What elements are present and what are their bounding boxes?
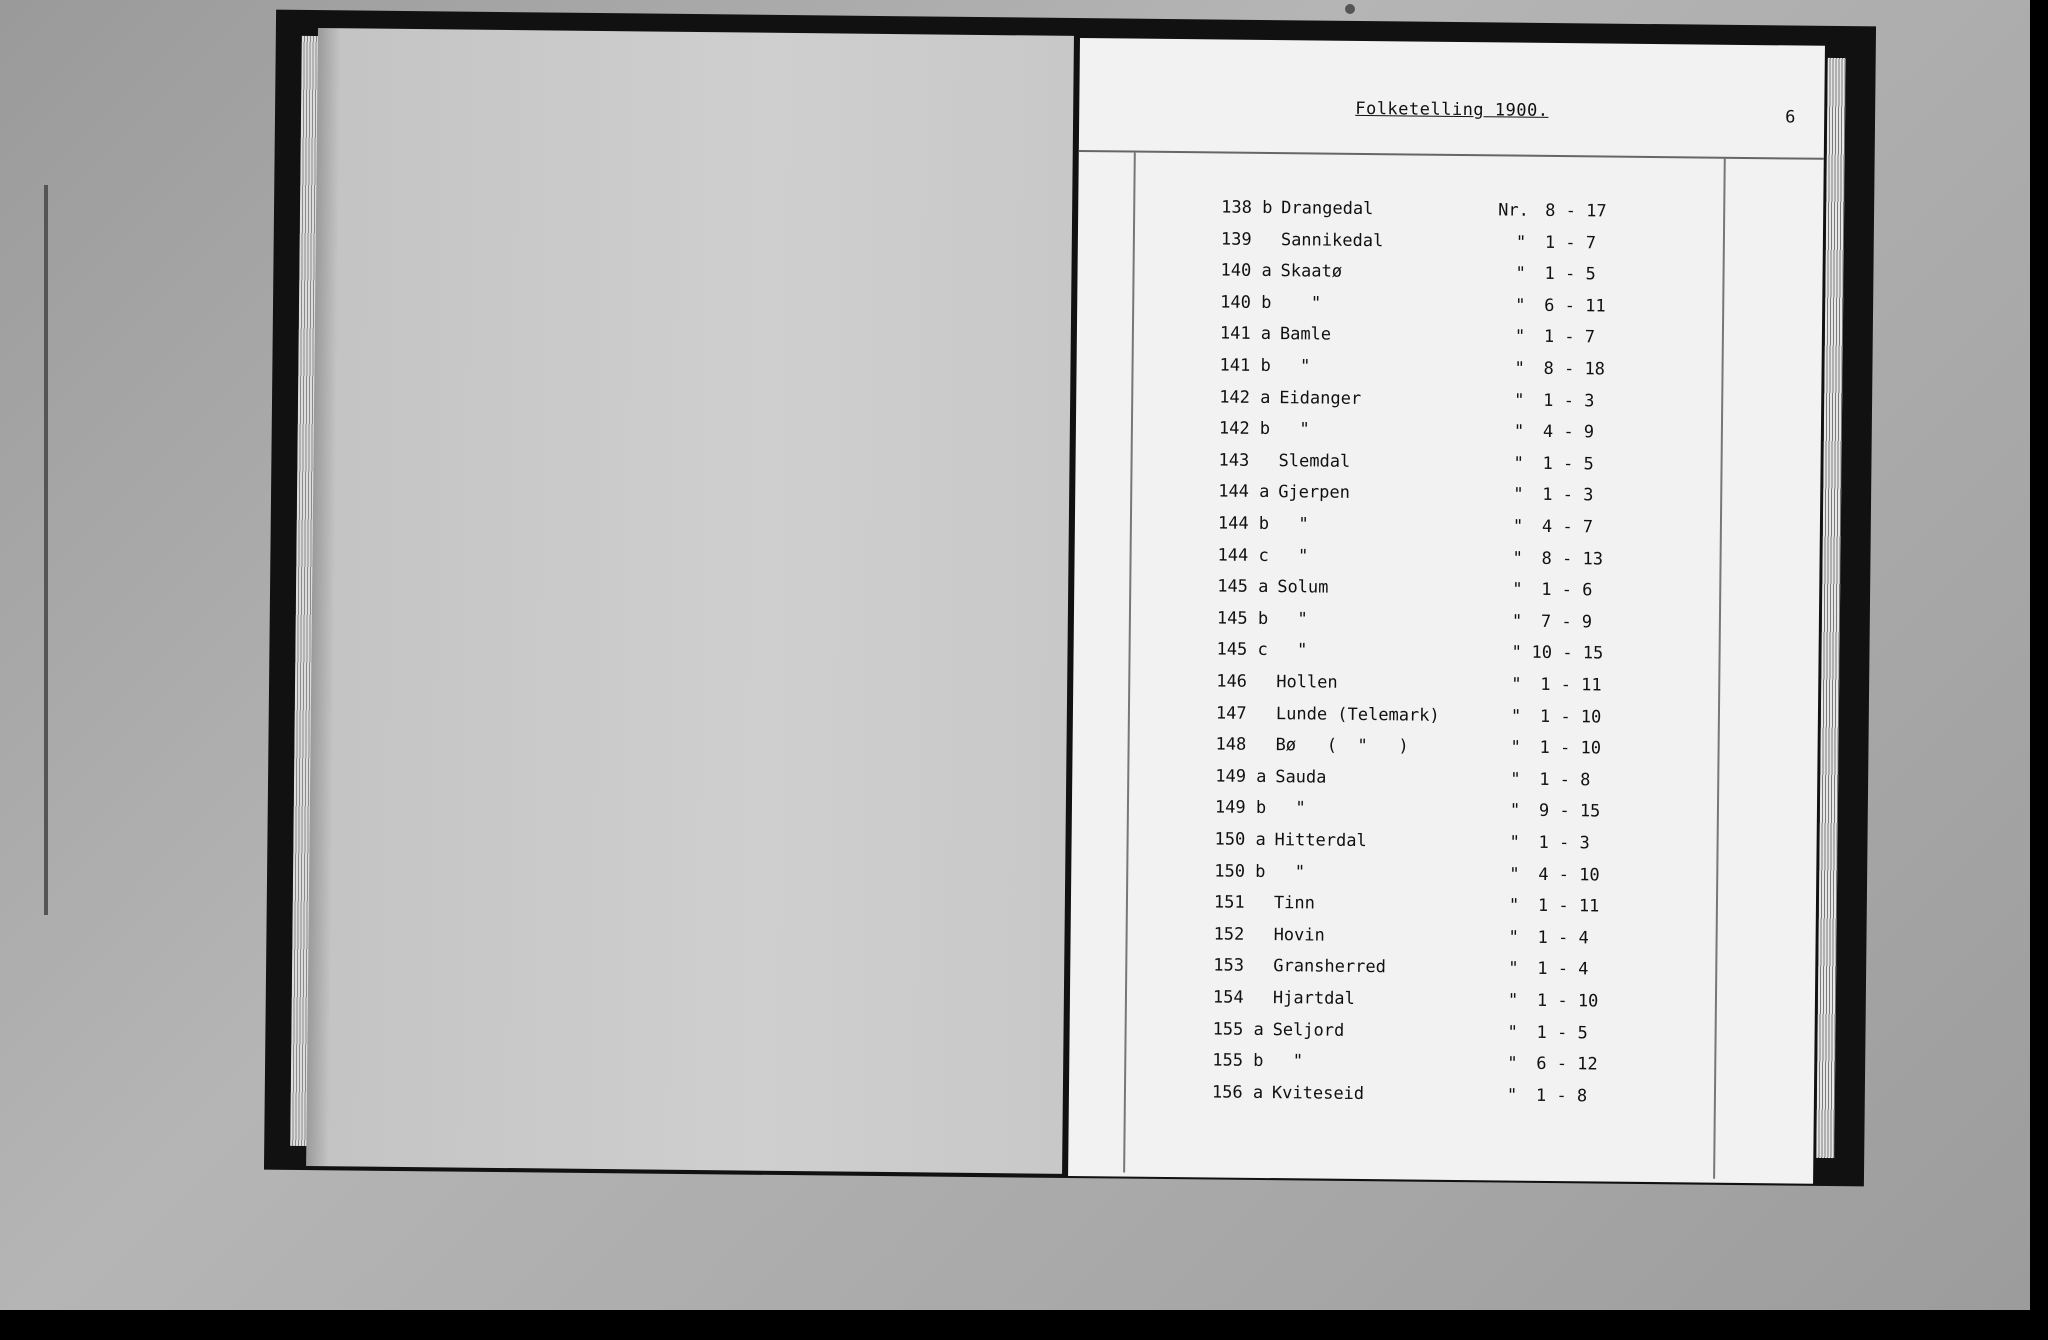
ditto-mark: " [1507,1022,1518,1043]
ditto-mark: " [1511,611,1523,632]
ditto-mark: " [1514,358,1525,379]
place-name: " [1277,514,1309,535]
right-page [1068,38,1825,1184]
place-name: " [1276,608,1308,630]
header-rule [1079,150,1824,160]
entry-number: 142 b [1218,418,1271,440]
ditto-mark: " [1515,295,1526,316]
dust-spot [1345,4,1355,14]
ditto-mark: " [1509,864,1520,885]
entry-number: 155 a [1212,1019,1264,1040]
entry-number: 152 [1213,924,1245,945]
number-range: 1 - 3 [1542,485,1594,506]
entry-number: 145 a [1217,576,1269,598]
entry-number: 141 b [1219,355,1271,377]
ditto-mark: " [1512,516,1524,537]
place-name: Hjartdal [1272,988,1355,1009]
entry-number: 138 b [1221,197,1273,219]
place-name: Gjerpen [1278,482,1351,504]
number-range: 1 - 11 [1537,896,1600,917]
place-name: Tinn [1273,893,1316,914]
place-name: Sauda [1275,766,1327,788]
ditto-mark: " [1510,769,1521,790]
ditto-mark: " [1508,927,1519,948]
entry-number: 150 b [1214,861,1266,882]
entry-number: 140 b [1220,292,1272,313]
number-range: 10 - 15 [1531,643,1604,664]
ditto-mark: " [1514,390,1525,411]
place-name: Drangedal [1281,198,1374,220]
nr-label: Nr. [1498,200,1530,221]
number-range: 7 - 9 [1540,611,1593,633]
number-range: 1 - 4 [1537,959,1589,980]
page-number: 6 [1785,107,1796,128]
place-name: Hitterdal [1274,830,1367,852]
place-name: Hovin [1273,924,1325,946]
ditto-mark: " [1515,263,1526,284]
number-range: 4 - 10 [1538,864,1600,886]
number-range: 1 - 4 [1537,927,1589,949]
place-name: " [1274,861,1306,882]
left-page-bleedthrough [306,28,1074,1174]
entry-number: 148 [1215,734,1247,755]
ditto-mark: " [1508,895,1520,916]
bleedthrough-text [306,28,1074,1174]
place-name: Hollen [1276,672,1338,693]
place-name: Gransherred [1273,956,1386,978]
number-range: 1 - 5 [1544,264,1596,285]
list-item [1069,1081,1814,1119]
entry-number: 139 [1220,229,1252,250]
place-name: Seljord [1272,1019,1345,1041]
entry-number: 151 [1213,892,1245,913]
ditto-mark: " [1512,579,1523,600]
entry-number: 149 a [1215,766,1267,787]
entry-number: 140 a [1220,260,1272,282]
number-range: 1 - 11 [1540,674,1602,696]
place-name: Bø ( " ) [1275,735,1409,757]
place-name: " [1279,356,1311,377]
entry-number: 142 a [1219,387,1271,408]
number-range: 4 - 9 [1542,422,1595,443]
entry-number: 146 [1216,671,1248,692]
place-name: " [1280,292,1322,314]
place-name: " [1276,640,1308,661]
place-name: Lunde (Telemark) [1275,703,1440,726]
ditto-mark: " [1509,832,1520,853]
entry-number: 144 b [1217,513,1270,535]
ditto-mark: " [1513,453,1524,474]
number-range: 8 - 13 [1541,548,1604,570]
page-title: Folketelling 1900. [1355,98,1549,121]
ditto-mark: " [1508,958,1519,980]
number-range: 6 - 12 [1536,1054,1598,1075]
number-range: 6 - 11 [1544,295,1606,317]
number-range: 1 - 7 [1544,232,1597,254]
entry-number: 155 b [1212,1050,1264,1072]
place-name: " [1272,1051,1304,1072]
place-name: Solum [1277,577,1329,598]
place-name: Sannikedal [1280,229,1384,251]
number-range: 8 - 18 [1543,358,1606,380]
number-range: 1 - 3 [1543,390,1595,411]
number-range: 1 - 10 [1536,990,1599,1012]
ditto-mark: " [1510,737,1521,758]
place-name: Bamle [1279,324,1332,346]
number-range: 1 - 7 [1543,327,1596,348]
ditto-mark: " [1507,990,1519,1011]
number-range: 1 - 5 [1536,1022,1588,1043]
ditto-mark: " [1510,706,1522,727]
entry-number: 144 a [1218,481,1270,503]
ditto-mark: " [1511,642,1522,664]
place-name: Slemdal [1278,450,1351,472]
entry-number: 154 [1212,987,1244,1008]
number-range: 1 - 8 [1539,769,1591,791]
entry-number: 150 a [1214,829,1266,850]
place-name: Kviteseid [1271,1082,1365,1104]
number-range: 1 - 6 [1541,580,1593,601]
number-range: 9 - 15 [1538,801,1601,822]
entry-number: 149 b [1214,797,1267,819]
ditto-mark: " [1512,548,1523,569]
number-range: 1 - 10 [1539,738,1602,759]
number-range: 1 - 5 [1542,453,1594,475]
ditto-mark: " [1506,1085,1518,1106]
place-name: " [1278,419,1310,440]
ditto-mark: " [1513,421,1525,442]
ditto-mark: " [1509,800,1521,822]
place-name: Skaatø [1280,261,1343,282]
place-name: Eidanger [1279,387,1362,409]
entry-number: 145 c [1216,639,1268,661]
number-range: 8 - 17 [1545,200,1607,222]
ditto-mark: " [1507,1053,1518,1074]
ditto-mark: " [1514,326,1526,348]
entry-number: 153 [1213,955,1245,977]
entry-number: 141 a [1219,323,1272,345]
number-range: 4 - 7 [1541,516,1594,538]
entry-number: 156 a [1211,1082,1264,1103]
scanner-edge-strip [44,185,48,915]
entry-number: 143 [1218,450,1250,471]
ditto-mark: " [1515,232,1527,253]
entry-number: 147 [1215,703,1247,724]
number-range: 1 - 3 [1538,832,1590,854]
number-range: 1 - 8 [1535,1085,1588,1107]
ditto-mark: " [1511,674,1522,695]
place-name: " [1274,798,1306,819]
place-name: " [1277,545,1309,567]
number-range: 1 - 10 [1539,706,1602,728]
entry-number: 145 b [1216,608,1269,629]
ditto-mark: " [1513,484,1524,506]
entry-number: 144 c [1217,545,1269,566]
